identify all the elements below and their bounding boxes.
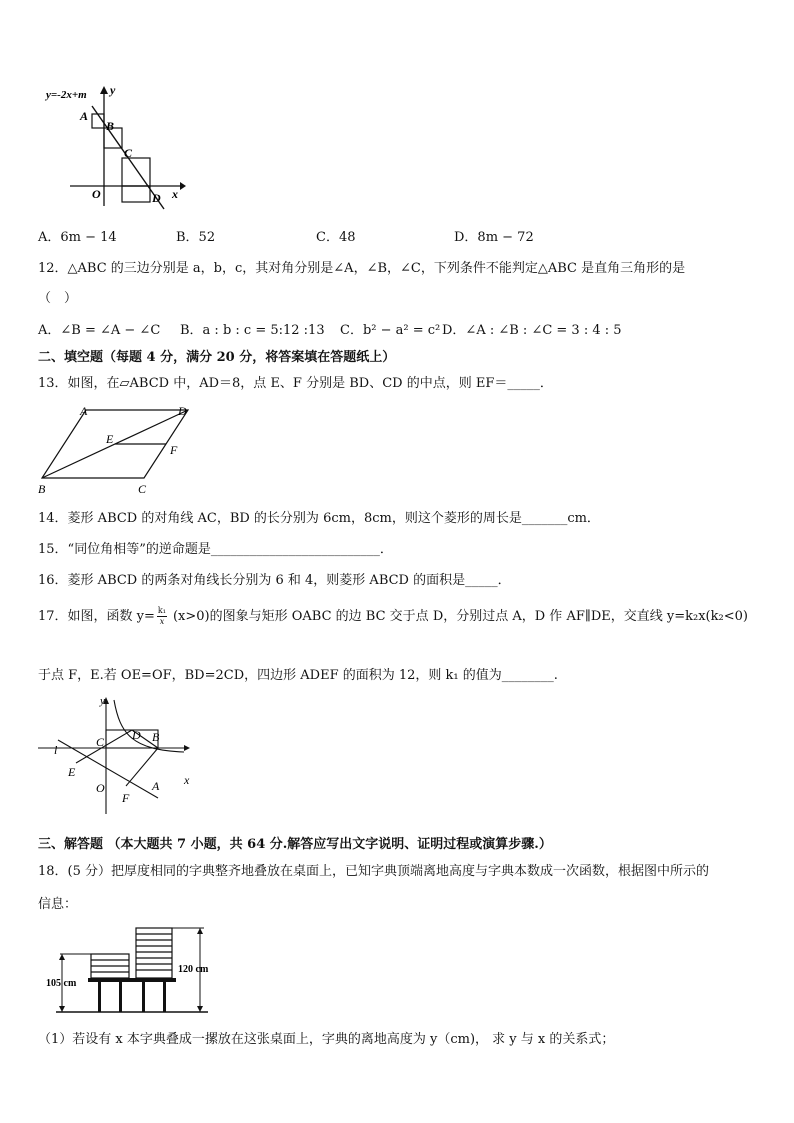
label-f: F (170, 443, 178, 457)
q11-option-a: A．6m − 14 (38, 230, 117, 245)
label-d: D (132, 728, 141, 742)
q15-text: 15．“同位角相等”的逆命题是__________________________． (38, 542, 393, 557)
q17-line2: 于点 F，E.若 OE=OF，BD=2CD，四边形 ADEF 的面积为 12，则 k₁ 的值为________. (38, 668, 558, 683)
section-2-title: 二、填空题（每题 4 分，满分 20 分，将答案填在答题纸上） (38, 350, 396, 365)
q11-figure (40, 84, 190, 214)
label-a: A (152, 779, 160, 793)
x-axis-arrow (180, 182, 186, 190)
q18-figure (40, 918, 230, 1024)
label-c: C (138, 482, 147, 496)
q17-tail: (x>0)的图象与矩形 OABC 的边 BC 交于点 D，分别过点 A，D 作 AF∥DE，交直线 y=k₂x(k₂<0) (172, 609, 748, 624)
q17-lead: 17．如图，函数 y= (38, 609, 155, 624)
q18-text-line1: 18．(5 分）把厚度相同的字典整齐地叠放在桌面上，已知字典顶端离地高度与字典本数成一次函数，根据图中所示的 (38, 864, 710, 879)
label-d: D (178, 404, 187, 418)
left-table-leg-1 (98, 982, 101, 1012)
right-table-leg-2 (163, 982, 166, 1012)
q17-figure (36, 694, 198, 822)
label-b: B (152, 730, 160, 744)
square-d (122, 186, 150, 202)
label-o: O (96, 781, 105, 795)
q13-figure (36, 402, 196, 498)
q13-text: 13．如图，在▱ABCD 中，AD＝8，点 E、F 分别是 BD、CD 的中点，则 EF＝_____． (38, 376, 553, 391)
label-o: O (92, 187, 101, 201)
label-e: E (106, 432, 114, 446)
label-a: A (80, 404, 88, 418)
q18-text-line2: 信息： (38, 897, 78, 912)
q17-fraction (157, 606, 167, 627)
section-3-title: 三、解答题 （本大题共 7 小题，共 64 分.解答应写出文字说明、证明过程或演算步骤.） (38, 837, 552, 852)
label-x: x (184, 773, 190, 787)
label-b: B (106, 119, 115, 133)
label-eq: y=-2x+m (46, 89, 87, 101)
q11-option-b: B．52 (176, 230, 216, 245)
label-f: F (122, 791, 130, 805)
q12-option-a: A．∠B = ∠A − ∠C (38, 323, 161, 338)
left-dim-arrow-up (59, 954, 65, 960)
q11-option-d: D．8m − 72 (454, 230, 534, 245)
q17-frac-num: k₁ (157, 606, 166, 615)
right-height-label: 120 cm (178, 964, 209, 975)
label-e: E (68, 765, 76, 779)
label-d: D (152, 191, 161, 205)
q16-text: 16．菱形 ABCD 的两条对角线长分别为 6 和 4，则菱形 ABCD 的面积是_____． (38, 573, 511, 588)
right-dim-arrow-down (197, 1006, 203, 1012)
label-x: x (172, 187, 178, 201)
q17-line1 (38, 606, 748, 627)
q12-option-d: D．∠A : ∠B : ∠C = 3 : 4 : 5 (442, 323, 622, 338)
label-b: B (38, 482, 46, 496)
hyperbola (114, 700, 184, 752)
label-c: C (124, 146, 133, 160)
q18-part1-text: （1）若设有 x 本字典叠成一摞放在这张桌面上，字典的离地高度为 y（cm)， 求 y 与 x 的关系式； (38, 1032, 615, 1047)
left-dim-arrow-down (59, 1006, 65, 1012)
q17-frac-den: x (159, 617, 165, 626)
label-a: A (80, 109, 89, 123)
q11-option-c: C．48 (316, 230, 356, 245)
left-height-label: 105 cm (46, 978, 77, 989)
label-y: y (100, 695, 105, 707)
right-dim-arrow-up (197, 928, 203, 934)
label-l: l (54, 743, 58, 757)
right-table-leg-1 (142, 982, 145, 1012)
left-table-leg-2 (119, 982, 122, 1012)
q14-text: 14．菱形 ABCD 的对角线 AC，BD 的长分别为 6cm，8cm，则这个菱形的周长是_______cm． (38, 511, 600, 526)
x-axis-arrow (184, 745, 190, 751)
label-y: y (110, 83, 116, 97)
label-c: C (96, 735, 105, 749)
q12-text: 12．△ABC 的三边分别是 a，b，c，其对角分别是∠A，∠B，∠C，下列条件不能判定△ABC 是直角三角形的是 (38, 261, 686, 276)
q12-option-b: B．a : b : c = 5:12 :13 (180, 323, 325, 338)
y-axis-arrow (100, 86, 108, 94)
q12-paren: （ ） (38, 291, 78, 306)
q12-option-c: C．b² − a² = c² (340, 323, 441, 338)
